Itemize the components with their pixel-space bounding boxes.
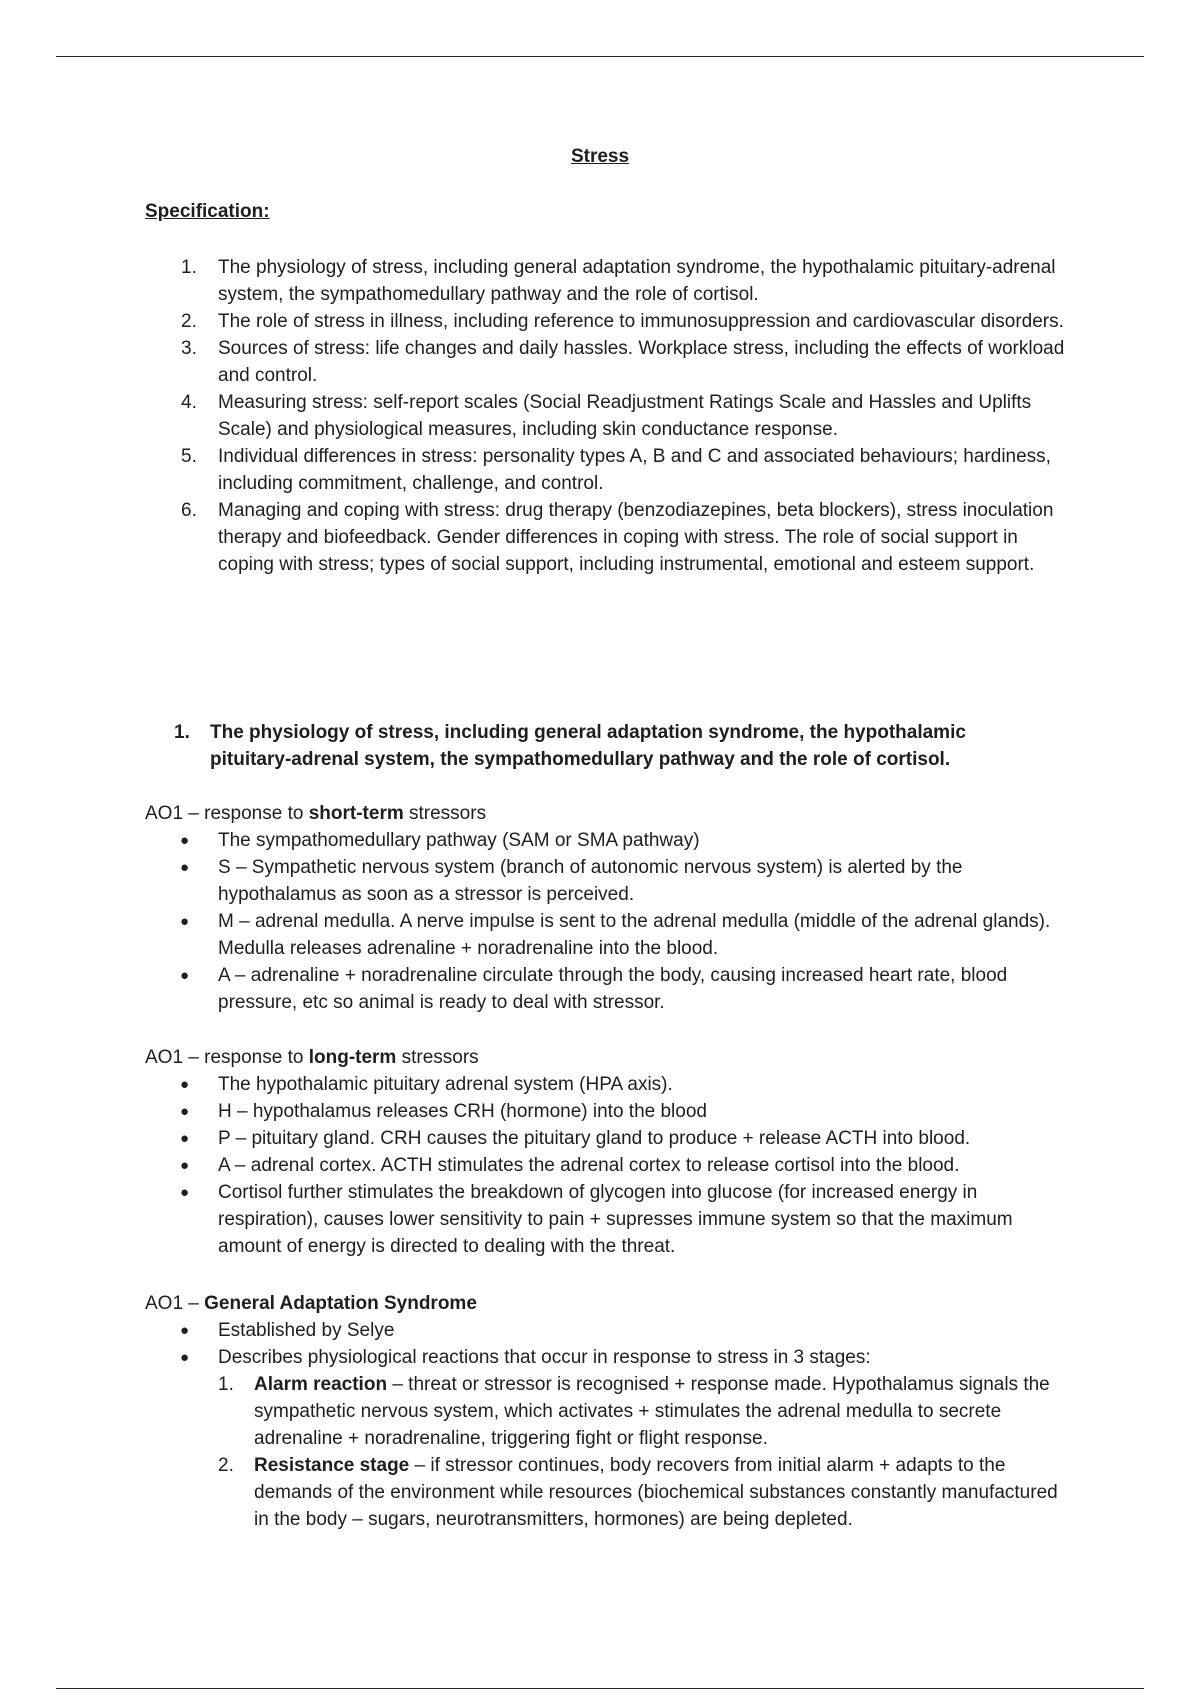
bullet-icon: ● xyxy=(180,1184,190,1201)
list-item: ● S – Sympathetic nervous system (branch of autonomic nervous system) is alerted by the hypothalamus as soon as a stressor is perceived. xyxy=(145,854,1075,908)
list-item: ● P – pituitary gland. CRH causes the pituitary gland to produce + release ACTH into blood. xyxy=(145,1125,1075,1152)
bullet-icon: ● xyxy=(180,1076,190,1093)
bullet-icon: ● xyxy=(180,1103,190,1120)
document-title: Stress xyxy=(570,146,630,167)
ao1-long-term-bullets xyxy=(145,1071,1075,1260)
bullet-icon: ● xyxy=(180,1322,190,1339)
list-item: ● A – adrenal cortex. ACTH stimulates the adrenal cortex to release cortisol into the blood. xyxy=(145,1152,1075,1179)
specification-list xyxy=(145,254,1065,578)
list-item: 3. Sources of stress: life changes and daily hassles. Workplace stress, including the effects of workload and control. xyxy=(181,338,1065,386)
ao1-short-term-block xyxy=(145,800,1075,1016)
list-item-text: The physiology of stress, including general adaptation syndrome, the hypothalamic pituitary-adrenal system, the sympathomedullary pathway and the role of cortisol. xyxy=(218,257,1056,305)
stage-name: Resistance stage xyxy=(254,1455,410,1476)
ao1-short-term-bullets xyxy=(145,827,1075,1016)
list-item: ● The sympathomedullary pathway (SAM or SMA pathway) xyxy=(145,827,1075,854)
stage-name: Alarm reaction xyxy=(254,1374,388,1395)
list-item: ● Describes physiological reactions that occur in response to stress in 3 stages: xyxy=(145,1344,1075,1371)
section-heading xyxy=(145,719,1005,773)
bullet-icon: ● xyxy=(180,832,190,849)
bullet-icon: ● xyxy=(180,913,190,930)
list-item-text: Individual differences in stress: personality types A, B and C and associated behaviours; hardiness, including commitment, challenge, and control. xyxy=(218,446,1051,494)
bullet-icon: ● xyxy=(180,859,190,876)
bullet-icon: ● xyxy=(180,1130,190,1147)
bullet-icon: ● xyxy=(180,967,190,984)
gas-stages-list xyxy=(145,1371,1075,1533)
list-item: 2. Resistance stage – if stressor continues, body recovers from initial alarm + adapts to the demands of the environment while resources (biochemical substances constantly manufactured in the body – sugars, neurotransmitters, hormones) are being depleted. xyxy=(218,1455,1058,1530)
list-item: ● The hypothalamic pituitary adrenal system (HPA axis). xyxy=(145,1071,1075,1098)
ao1-long-term-block xyxy=(145,1044,1075,1260)
ao1-gas-block xyxy=(145,1290,1075,1533)
list-item: 4. Measuring stress: self-report scales (Social Readjustment Ratings Scale and Hassles and Uplifts Scale) and physiological measures, including skin conductance response. xyxy=(181,392,1032,440)
bullet-icon: ● xyxy=(180,1349,190,1366)
list-item: ● Established by Selye xyxy=(145,1317,1075,1344)
list-item: 2. The role of stress in illness, including reference to immunosuppression and cardiovascular disorders. xyxy=(181,311,1064,332)
footer-rule xyxy=(56,1688,1144,1689)
section-number: 1. xyxy=(174,722,190,743)
list-item-text: The role of stress in illness, including reference to immunosuppression and cardiovascular disorders. xyxy=(218,311,1064,332)
section-heading-text: The physiology of stress, including general adaptation syndrome, the hypothalamic pituitary-adrenal system, the sympathomedullary pathway and the role of cortisol. xyxy=(210,722,966,770)
list-item: ● Cortisol further stimulates the breakdown of glycogen into glucose (for increased energy in respiration), causes lower sensitivity to pain + supresses immune system so that the maximum amount of energy is directed to dealing with the threat. xyxy=(145,1179,1075,1260)
ao1-gas-bullets xyxy=(145,1317,1075,1371)
bullet-icon: ● xyxy=(180,1157,190,1174)
list-item-text: Managing and coping with stress: drug therapy (benzodiazepines, beta blockers), stress inoculation therapy and biofeedback. Gender differences in coping with stress. The role of social support in coping with stress; types of social support, including instrumental, emotional and esteem support. xyxy=(218,500,1054,575)
ao1-short-term-label: AO1 – response to short-term stressors xyxy=(145,803,487,824)
list-item: ● A – adrenaline + noradrenaline circulate through the body, causing increased heart rate, blood pressure, etc so animal is ready to deal with stressor. xyxy=(145,962,1075,1016)
list-item-text: Measuring stress: self-report scales (Social Readjustment Ratings Scale and Hassles and Uplifts Scale) and physiological measures, including skin conductance response. xyxy=(218,392,1032,440)
ao1-long-term-label: AO1 – response to long-term stressors xyxy=(145,1047,479,1068)
header-rule xyxy=(56,56,1144,57)
list-item: 6. Managing and coping with stress: drug therapy (benzodiazepines, beta blockers), stress inoculation therapy and biofeedback. Gender differences in coping with stress. The role of social support in coping with stress; types of social support, including instrumental, emotional and esteem support. xyxy=(181,500,1054,575)
list-item: ● H – hypothalamus releases CRH (hormone) into the blood xyxy=(145,1098,1075,1125)
list-item: 1. Alarm reaction – threat or stressor is recognised + response made. Hypothalamus signals the sympathetic nervous system, which activates + stimulates the adrenal medulla to secrete adrenaline + noradrenaline, triggering fight or flight response. xyxy=(218,1374,1050,1449)
list-item: 1. The physiology of stress, including general adaptation syndrome, the hypothalamic pituitary-adrenal system, the sympathomedullary pathway and the role of cortisol. xyxy=(181,257,1056,305)
ao1-gas-label: AO1 – General Adaptation Syndrome xyxy=(145,1293,477,1314)
list-item: ● M – adrenal medulla. A nerve impulse is sent to the adrenal medulla (middle of the adrenal glands). Medulla releases adrenaline + noradrenaline into the blood. xyxy=(145,908,1075,962)
list-item-text: Sources of stress: life changes and daily hassles. Workplace stress, including the effects of workload and control. xyxy=(218,338,1065,386)
specification-heading: Specification: xyxy=(145,201,270,222)
list-item: 5. Individual differences in stress: personality types A, B and C and associated behaviours; hardiness, including commitment, challenge, and control. xyxy=(181,446,1051,494)
